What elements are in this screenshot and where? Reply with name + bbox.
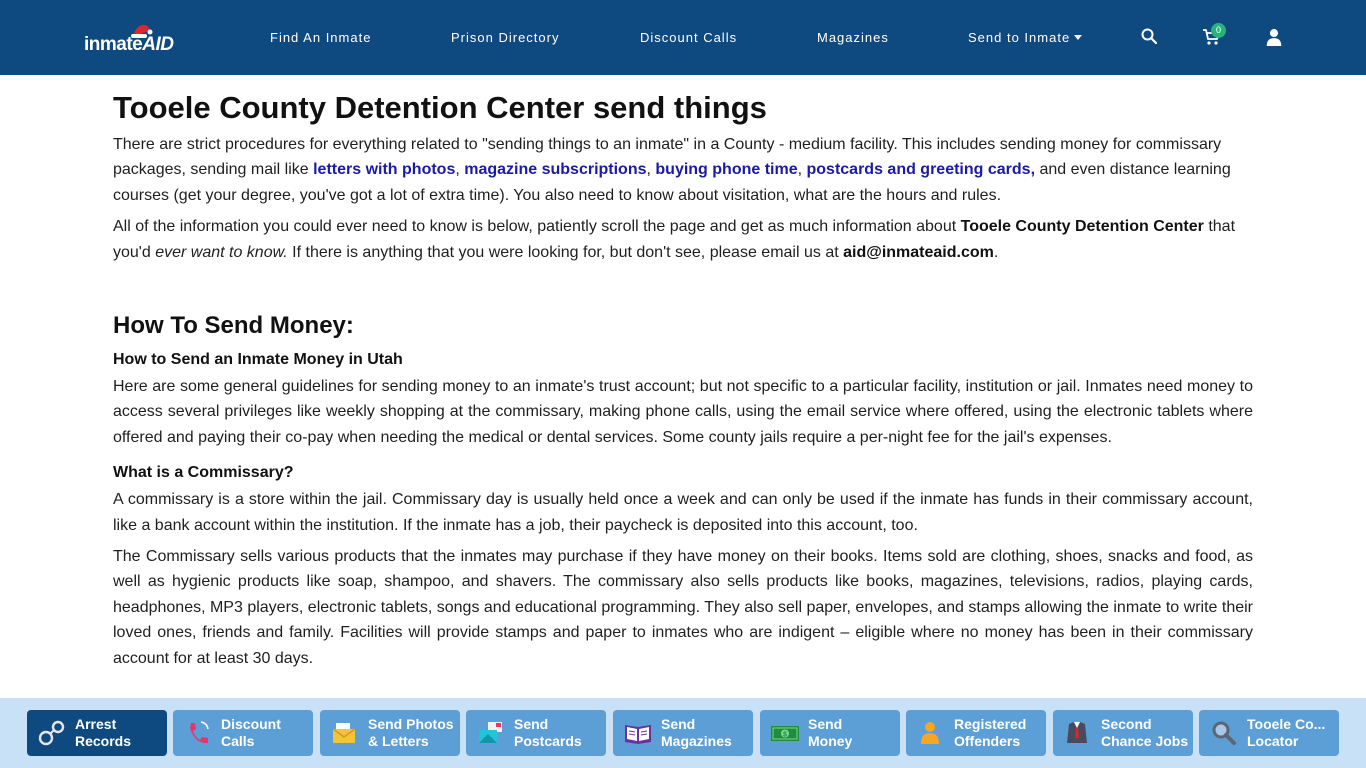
nav-discount-calls[interactable]: Discount Calls (640, 30, 738, 45)
tile-send-money-label: Send Money (808, 716, 853, 749)
tile-discount-calls-label: Discount Calls (221, 716, 281, 749)
nav-prison-directory[interactable]: Prison Directory (451, 30, 560, 45)
buying-phone-time-link[interactable]: buying phone time (655, 161, 798, 179)
nav-find-an-inmate[interactable]: Find An Inmate (270, 30, 372, 45)
site-header (0, 0, 1366, 75)
commissary-paragraph-1: A commissary is a store within the jail. Commissary day is usually held once a week and can only be used if the inmate has funds in their commissary account, like a bank account within the institution. If the inmate has a job, their paycheck is deposited into this account, too. (113, 491, 1253, 534)
commissary-paragraph-2: The Commissary sells various products that the inmates may purchase if they have money on their books. Items sold are clothing, shoes, snacks and food, as well as hygienic products like soap, shampoo, and shavers. The commissary also sells products like books, magazines, televisions, radios, playing cards, headphones, MP3 players, electronic tablets, songs and educational programming. They also sell paper, envelopes, and stamps allowing the inmate to write their loved ones, friends and family. Facilities will provide stamps and paper to inmates who are indigent – eligible where no money has been in their commissary account for at least 30 days. (113, 548, 1253, 667)
logo-wordmark: inmateAID (84, 34, 174, 55)
tile-registered-offenders[interactable] (906, 710, 1046, 756)
svg-text:$: $ (783, 731, 787, 739)
envelope-icon (330, 719, 360, 747)
contact-email[interactable]: aid@inmateaid.com (843, 243, 994, 261)
tile-send-photos-letters[interactable] (320, 710, 460, 756)
quick-links-bar (0, 698, 1366, 768)
tile-second-chance-jobs[interactable] (1053, 710, 1193, 756)
nav-send-to-inmate[interactable] (968, 30, 1082, 45)
tile-county-locator-label: Tooele Co... Locator (1247, 716, 1326, 749)
postcards-greeting-cards-link[interactable]: postcards and greeting cards, (806, 161, 1036, 179)
tile-send-photos-letters-label: Send Photos & Letters (368, 716, 454, 749)
money-icon (770, 719, 800, 747)
tile-arrest-records-label: Arrest Records (75, 716, 132, 749)
tile-county-locator[interactable] (1199, 710, 1339, 756)
magazine-icon (623, 719, 653, 747)
page-title: Tooele County Detention Center send things (113, 90, 767, 125)
tile-send-magazines-label: Send Magazines (661, 716, 732, 749)
inmateaid-logo[interactable] (84, 22, 184, 56)
postcard-icon (476, 719, 506, 747)
cart-count-badge: 0 (1211, 23, 1226, 38)
user-icon[interactable] (1265, 28, 1283, 46)
magazine-subscriptions-link[interactable]: magazine subscriptions (464, 161, 647, 179)
tile-arrest-records[interactable] (27, 710, 167, 756)
info-paragraph: All of the information you could ever need to know is below, patiently scroll the page and get as much information about Tooele County Detention Center that you'd ever want to know. If there is anything that you were looking for, but don't see, please email us at aid@inmateaid.com. (113, 218, 1236, 261)
phone-icon (183, 719, 213, 747)
facility-name: Tooele County Detention Center (960, 218, 1204, 236)
tile-discount-calls[interactable] (173, 710, 313, 756)
tile-send-postcards[interactable] (466, 710, 606, 756)
caret-down-icon (1074, 35, 1082, 40)
intro-paragraph: There are strict procedures for everything related to "sending things to an inmate" in a County - medium facility. This includes sending money for commissary packages, sending mail like letters with photos, magazine subscriptions, buying phone time, postcards and greeting cards, and even distance learning courses (get your degree, you've got a lot of extra time). You also need to know about visitation, what are the hours and rules. (113, 136, 1231, 204)
commissary-heading: What is a Commissary? (113, 464, 294, 482)
main-content (113, 88, 1253, 677)
send-money-subheading: How to Send an Inmate Money in Utah (113, 351, 403, 369)
suit-icon (1063, 719, 1093, 747)
nav-magazines[interactable]: Magazines (817, 30, 889, 45)
magnifier-icon (1209, 719, 1239, 747)
tile-second-chance-jobs-label: Second Chance Jobs (1101, 716, 1189, 749)
tile-registered-offenders-label: Registered Offenders (954, 716, 1027, 749)
send-money-paragraph: Here are some general guidelines for sending money to an inmate's trust account; but not specific to a particular facility, institution or jail. Inmates need money to access several privileges like weekly shopping at the commissary, making phone calls, using the email service where offered, using the electronic tablets where offered and paying their co-pay when needing the medical or dental services. Some county jails require a per-night fee for the jail's expenses. (113, 378, 1253, 446)
tile-send-money[interactable] (760, 710, 900, 756)
person-icon (916, 719, 946, 747)
send-money-heading: How To Send Money: (113, 312, 354, 340)
nav-send-to-inmate-label: Send to Inmate (968, 30, 1071, 45)
tile-send-postcards-label: Send Postcards (514, 716, 582, 749)
handcuffs-icon (37, 719, 67, 747)
search-icon[interactable] (1140, 27, 1158, 45)
letters-with-photos-link[interactable]: letters with photos (313, 161, 456, 179)
tile-send-magazines[interactable] (613, 710, 753, 756)
